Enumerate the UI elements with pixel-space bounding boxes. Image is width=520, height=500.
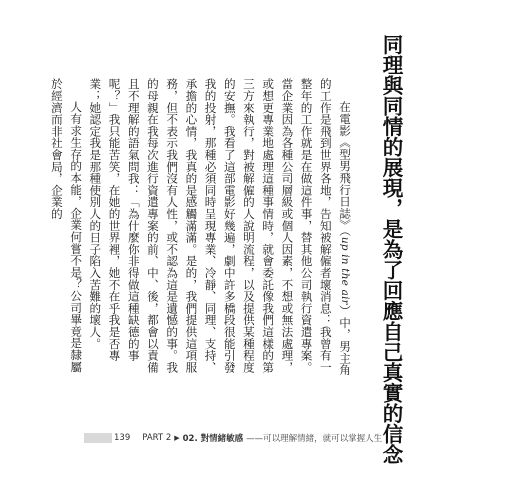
- footer-bar: [84, 433, 112, 443]
- footer-part: PART 2: [142, 432, 172, 443]
- footer-subtitle: ——可以理解情緒，就可以掌握人生: [246, 433, 383, 444]
- page-number: 139: [114, 432, 131, 443]
- paragraph-1: [85, 78, 354, 378]
- footer-chapter: 02. 對情緒敏感: [182, 433, 244, 444]
- footer-arrow-icon: ▶: [174, 433, 180, 442]
- section-heading: [372, 30, 410, 465]
- body-text: [47, 78, 354, 378]
- paragraph-1-part-2: ）中，男主角的工作是飛到世界各地，告知被解僱者壞消息：我曾有一整年的工作就是在做這件事，替其他公司執行資遣專案。當企業因為各種公司層級或個人因素，不想或無法處理，或想更專業地處理這種事情時，就會委託像我們這樣的第三方來執行，對被解僱的人說明流程，以及提供某種程度的安撫。我看了這部電影好幾遍，劇中許多橋段很能引發我的投射，那種必須同時呈現專業、冷靜、同理、支持、承擔的心情，我真的是感觸滿滿。是的，我們提供這項服務，但不表示我們沒有人性，或不認為這是遺憾的事。我的母親在我每次進行資遣專案的前、中、後，都會以責備且不理解的語氣問我：「為什麼你非得做這種缺德的事呢？」我只能苦笑，在她的世界裡，她不在乎我是否專業；她認定我是那種使別人的日子陷入苦難的壞人。: [88, 78, 352, 376]
- paragraph-2-text: 人有求生存的本能，企業何嘗不是？公司畢竟是隸屬於經濟而非社會局，企業的: [49, 78, 84, 373]
- paragraph-1-part-1: 在電影《型男飛行日誌》（: [338, 101, 352, 237]
- page-footer: [84, 430, 440, 445]
- heading-title: 同理與同情的展現，是為了回應自己真實的信念: [379, 34, 403, 465]
- film-title-english: up in the air: [339, 237, 351, 306]
- paragraph-2: [47, 78, 85, 378]
